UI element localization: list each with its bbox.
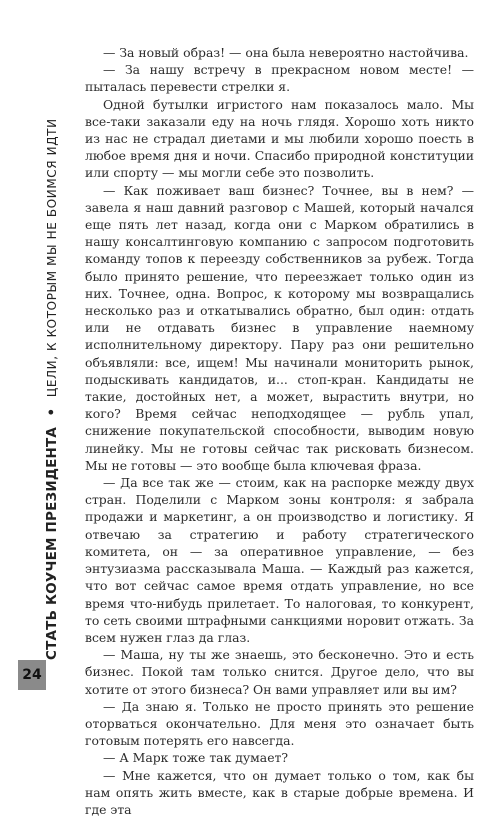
paragraph: — Да все так же — стоим, как на распорке между двух стран. Поделили с Марком зоны контроля: я забрала продажи и маркетинг, а он производство и логистику. Я отвечаю за стратегию и работу стратегического комитета, он — за оперативное управление, — без энтузиазма рассказывала Маша. — Каждый раз кажется, что вот сейчас самое время отдать управление, но все время что-нибудь прилетает. То налоговая, то конкурент, то сеть своими штрафными санкциями норовит отжать. За всем нужен глаз да глаз.	[85, 475, 474, 645]
paragraph: — Мне кажется, что он думает только о том, как бы нам опять жить вместе, как в старые добрые времена. И где эта	[85, 767, 474, 817]
chapter-title: ЦЕЛИ, К КОТОРЫМ МЫ НЕ БОИМСЯ ИДТИ	[45, 118, 59, 398]
paragraph: — За нашу встречу в прекрасном новом месте! — пыталась перевести стрелки я.	[85, 62, 474, 95]
paragraph: Одной бутылки игристого нам показалось мало. Мы все-таки заказали еду на ночь глядя. Хорошо хоть никто из нас не страдал диетами и мы любили хорошо поесть в любое время дня и ночи. Спасибо природной конституции или спорту — мы могли себе это позволить.	[85, 96, 474, 181]
paragraph: — Как поживает ваш бизнес? Точнее, вы в нем? — завела я наш давний разговор с Машей, который начался еще пять лет назад, когда они с Марком обратились в нашу консалтинговую компанию с запросом подготовить команду топов к переезду собственников за рубеж. Тогда было принято решение, что переезжает только один из них. Точнее, одна. Вопрос, к которому мы возвращались несколько раз и откатывались обратно, был один: отдать или не отдавать бизнес в управление наемному исполнительному директору. Пару раз они решительно объявляли: все, ищем! Мы начинали мониторить рынок, подыскивать кандидатов, и... стоп-кран. Кандидаты не такие, достойных нет, а может, вырастить внутри, но кого? Время сейчас неподходящее — рубль упал, снижение покупательской способности, выводим новую линейку. Мы не готовы сейчас так рисковать бизнесом. Мы не готовы — это вообще была ключевая фраза.	[85, 182, 474, 473]
paragraph: — Маша, ну ты же знаешь, это бесконечно. Это и есть бизнес. Покой там только снится. Другое дело, что вы хотите от этого бизнеса? Он вами управляет или вы им?	[85, 647, 474, 697]
running-header	[44, 118, 60, 660]
paragraph: — Да знаю я. Только не просто принять это решение оторваться окончательно. Для меня это означает быть готовым потерять его навсегда.	[85, 698, 474, 749]
paragraph: — За новый образ! — она была невероятно настойчива.	[103, 45, 469, 60]
body-text	[85, 44, 474, 818]
bullet-separator: •	[44, 407, 60, 417]
page-number: 24	[18, 660, 46, 690]
paragraph: — А Марк тоже так думает?	[103, 750, 289, 766]
side-strip	[0, 0, 60, 748]
book-title: СТАТЬ КОУЧЕМ ПРЕЗИДЕНТА	[44, 426, 60, 660]
